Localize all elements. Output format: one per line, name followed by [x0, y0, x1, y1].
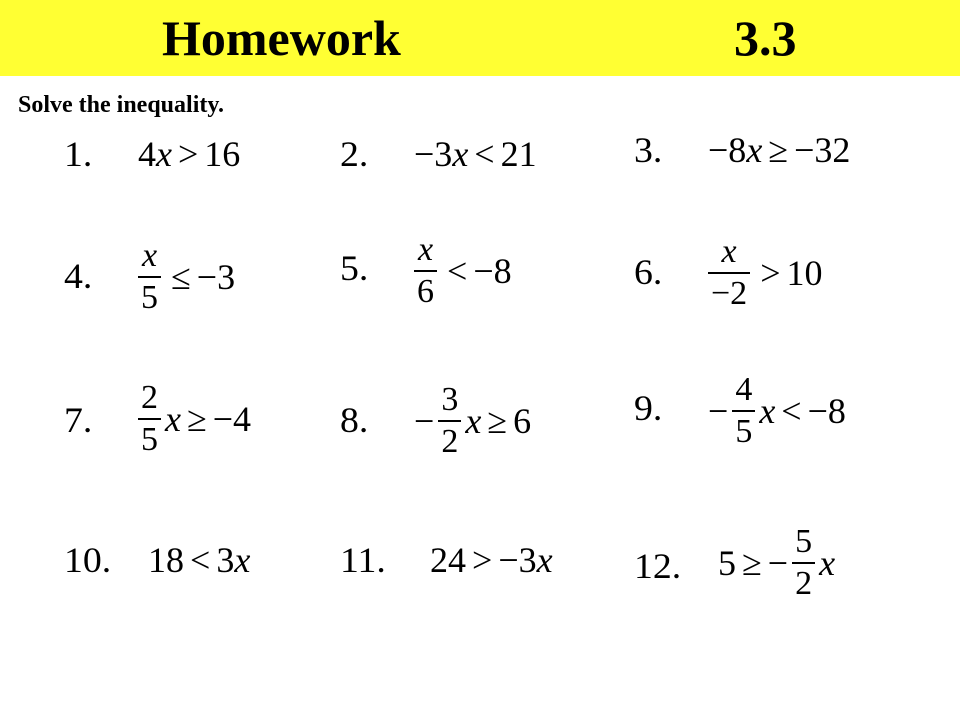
- fraction-numerator: 5: [795, 523, 813, 560]
- left-side: 5: [718, 543, 736, 583]
- right-side: 21: [500, 134, 537, 174]
- fraction-denominator: 5: [141, 421, 158, 458]
- fraction-denominator: 2: [441, 423, 459, 460]
- inequality-sign: <: [781, 391, 802, 431]
- fraction-denominator: 2: [795, 565, 813, 602]
- variable: x: [759, 391, 776, 431]
- fraction: [138, 378, 161, 460]
- problem-number: 9.: [634, 388, 663, 428]
- problem-number: 12.: [634, 546, 682, 586]
- inequality-sign: >: [760, 253, 781, 293]
- fraction: [732, 370, 755, 452]
- inequality-sign: ≥: [768, 130, 789, 170]
- fraction-numerator: x: [417, 231, 434, 268]
- right-side: 16: [204, 134, 241, 174]
- inequality: [134, 236, 235, 318]
- left-side: 24: [430, 540, 466, 580]
- fraction: [792, 522, 815, 604]
- inequality: [708, 130, 850, 170]
- problem-2: [340, 132, 600, 232]
- problem-4: [64, 236, 324, 336]
- variable: x: [746, 130, 763, 170]
- right-side: 6: [513, 401, 532, 441]
- inequality: [138, 134, 240, 174]
- inequality: [414, 134, 537, 174]
- instruction-text: Solve the inequality.: [18, 92, 225, 118]
- left-side: 18: [148, 540, 184, 580]
- variable: x: [165, 399, 181, 439]
- right-side: 10: [786, 253, 823, 293]
- problem-number: 6.: [634, 252, 663, 292]
- inequality-sign: >: [177, 134, 199, 174]
- sign: −: [767, 543, 789, 583]
- problem-number: 2.: [340, 134, 369, 174]
- inequality: [704, 232, 823, 314]
- inequality-sign: <: [474, 134, 495, 174]
- variable: x: [156, 134, 172, 174]
- fraction: [414, 230, 437, 312]
- problem-9: [634, 370, 934, 470]
- inequality: [134, 378, 251, 460]
- coefficient: 4: [138, 134, 156, 174]
- variable: x: [452, 134, 469, 174]
- problem-number: 8.: [340, 400, 369, 440]
- coefficient: 3: [216, 540, 235, 580]
- inequality: [410, 230, 512, 312]
- sign: −: [414, 401, 435, 441]
- fraction-numerator: x: [721, 233, 737, 270]
- problem-11: [340, 536, 610, 636]
- right-side: −8: [807, 391, 846, 431]
- fraction: [438, 380, 461, 462]
- right-side: −8: [473, 251, 512, 291]
- fraction-denominator: 5: [141, 279, 158, 316]
- problem-number: 5.: [340, 248, 369, 288]
- page-title: Homework: [162, 10, 401, 66]
- problem-number: 7.: [64, 400, 93, 440]
- fraction: [138, 236, 161, 318]
- inequality-sign: ≥: [487, 401, 508, 441]
- variable: x: [819, 543, 836, 583]
- inequality: [708, 370, 846, 452]
- inequality: [430, 540, 553, 580]
- fraction-numerator: 3: [441, 381, 459, 418]
- right-side: −32: [794, 130, 851, 170]
- problem-5: [340, 230, 600, 330]
- fraction: [708, 232, 750, 314]
- inequality-sign: ≥: [186, 399, 207, 439]
- inequality: [718, 522, 835, 604]
- inequality-sign: <: [447, 251, 468, 291]
- problem-1: [64, 132, 324, 232]
- fraction-numerator: 4: [735, 371, 753, 408]
- problem-number: 10.: [64, 540, 112, 580]
- inequality-sign: >: [472, 540, 493, 580]
- variable: x: [465, 401, 482, 441]
- coefficient: −8: [708, 130, 747, 170]
- inequality-sign: <: [190, 540, 211, 580]
- fraction-denominator: 5: [735, 413, 753, 450]
- problem-number: 4.: [64, 256, 93, 296]
- coefficient: −3: [498, 540, 537, 580]
- coefficient: −3: [414, 134, 453, 174]
- sign: −: [708, 391, 729, 431]
- problem-6: [634, 232, 934, 332]
- fraction-denominator: −2: [711, 275, 748, 312]
- right-side: −3: [196, 257, 236, 297]
- problem-number: 11.: [340, 540, 386, 580]
- variable: x: [536, 540, 553, 580]
- problem-number: 1.: [64, 134, 93, 174]
- fraction-numerator: x: [141, 237, 158, 274]
- problem-8: [340, 380, 600, 480]
- fraction-numerator: 2: [141, 379, 158, 416]
- variable: x: [234, 540, 251, 580]
- inequality-sign: ≤: [171, 257, 191, 297]
- fraction-denominator: 6: [417, 273, 434, 310]
- inequality-sign: ≥: [742, 543, 762, 583]
- inequality: [148, 540, 250, 580]
- section-number: 3.3: [734, 10, 797, 66]
- header-banner: [0, 0, 960, 76]
- problem-3: [634, 128, 934, 228]
- right-side: −4: [212, 399, 252, 439]
- problem-7: [64, 378, 324, 478]
- problem-number: 3.: [634, 130, 663, 170]
- problem-12: [634, 522, 934, 622]
- inequality: [414, 380, 531, 462]
- problem-10: [64, 536, 334, 636]
